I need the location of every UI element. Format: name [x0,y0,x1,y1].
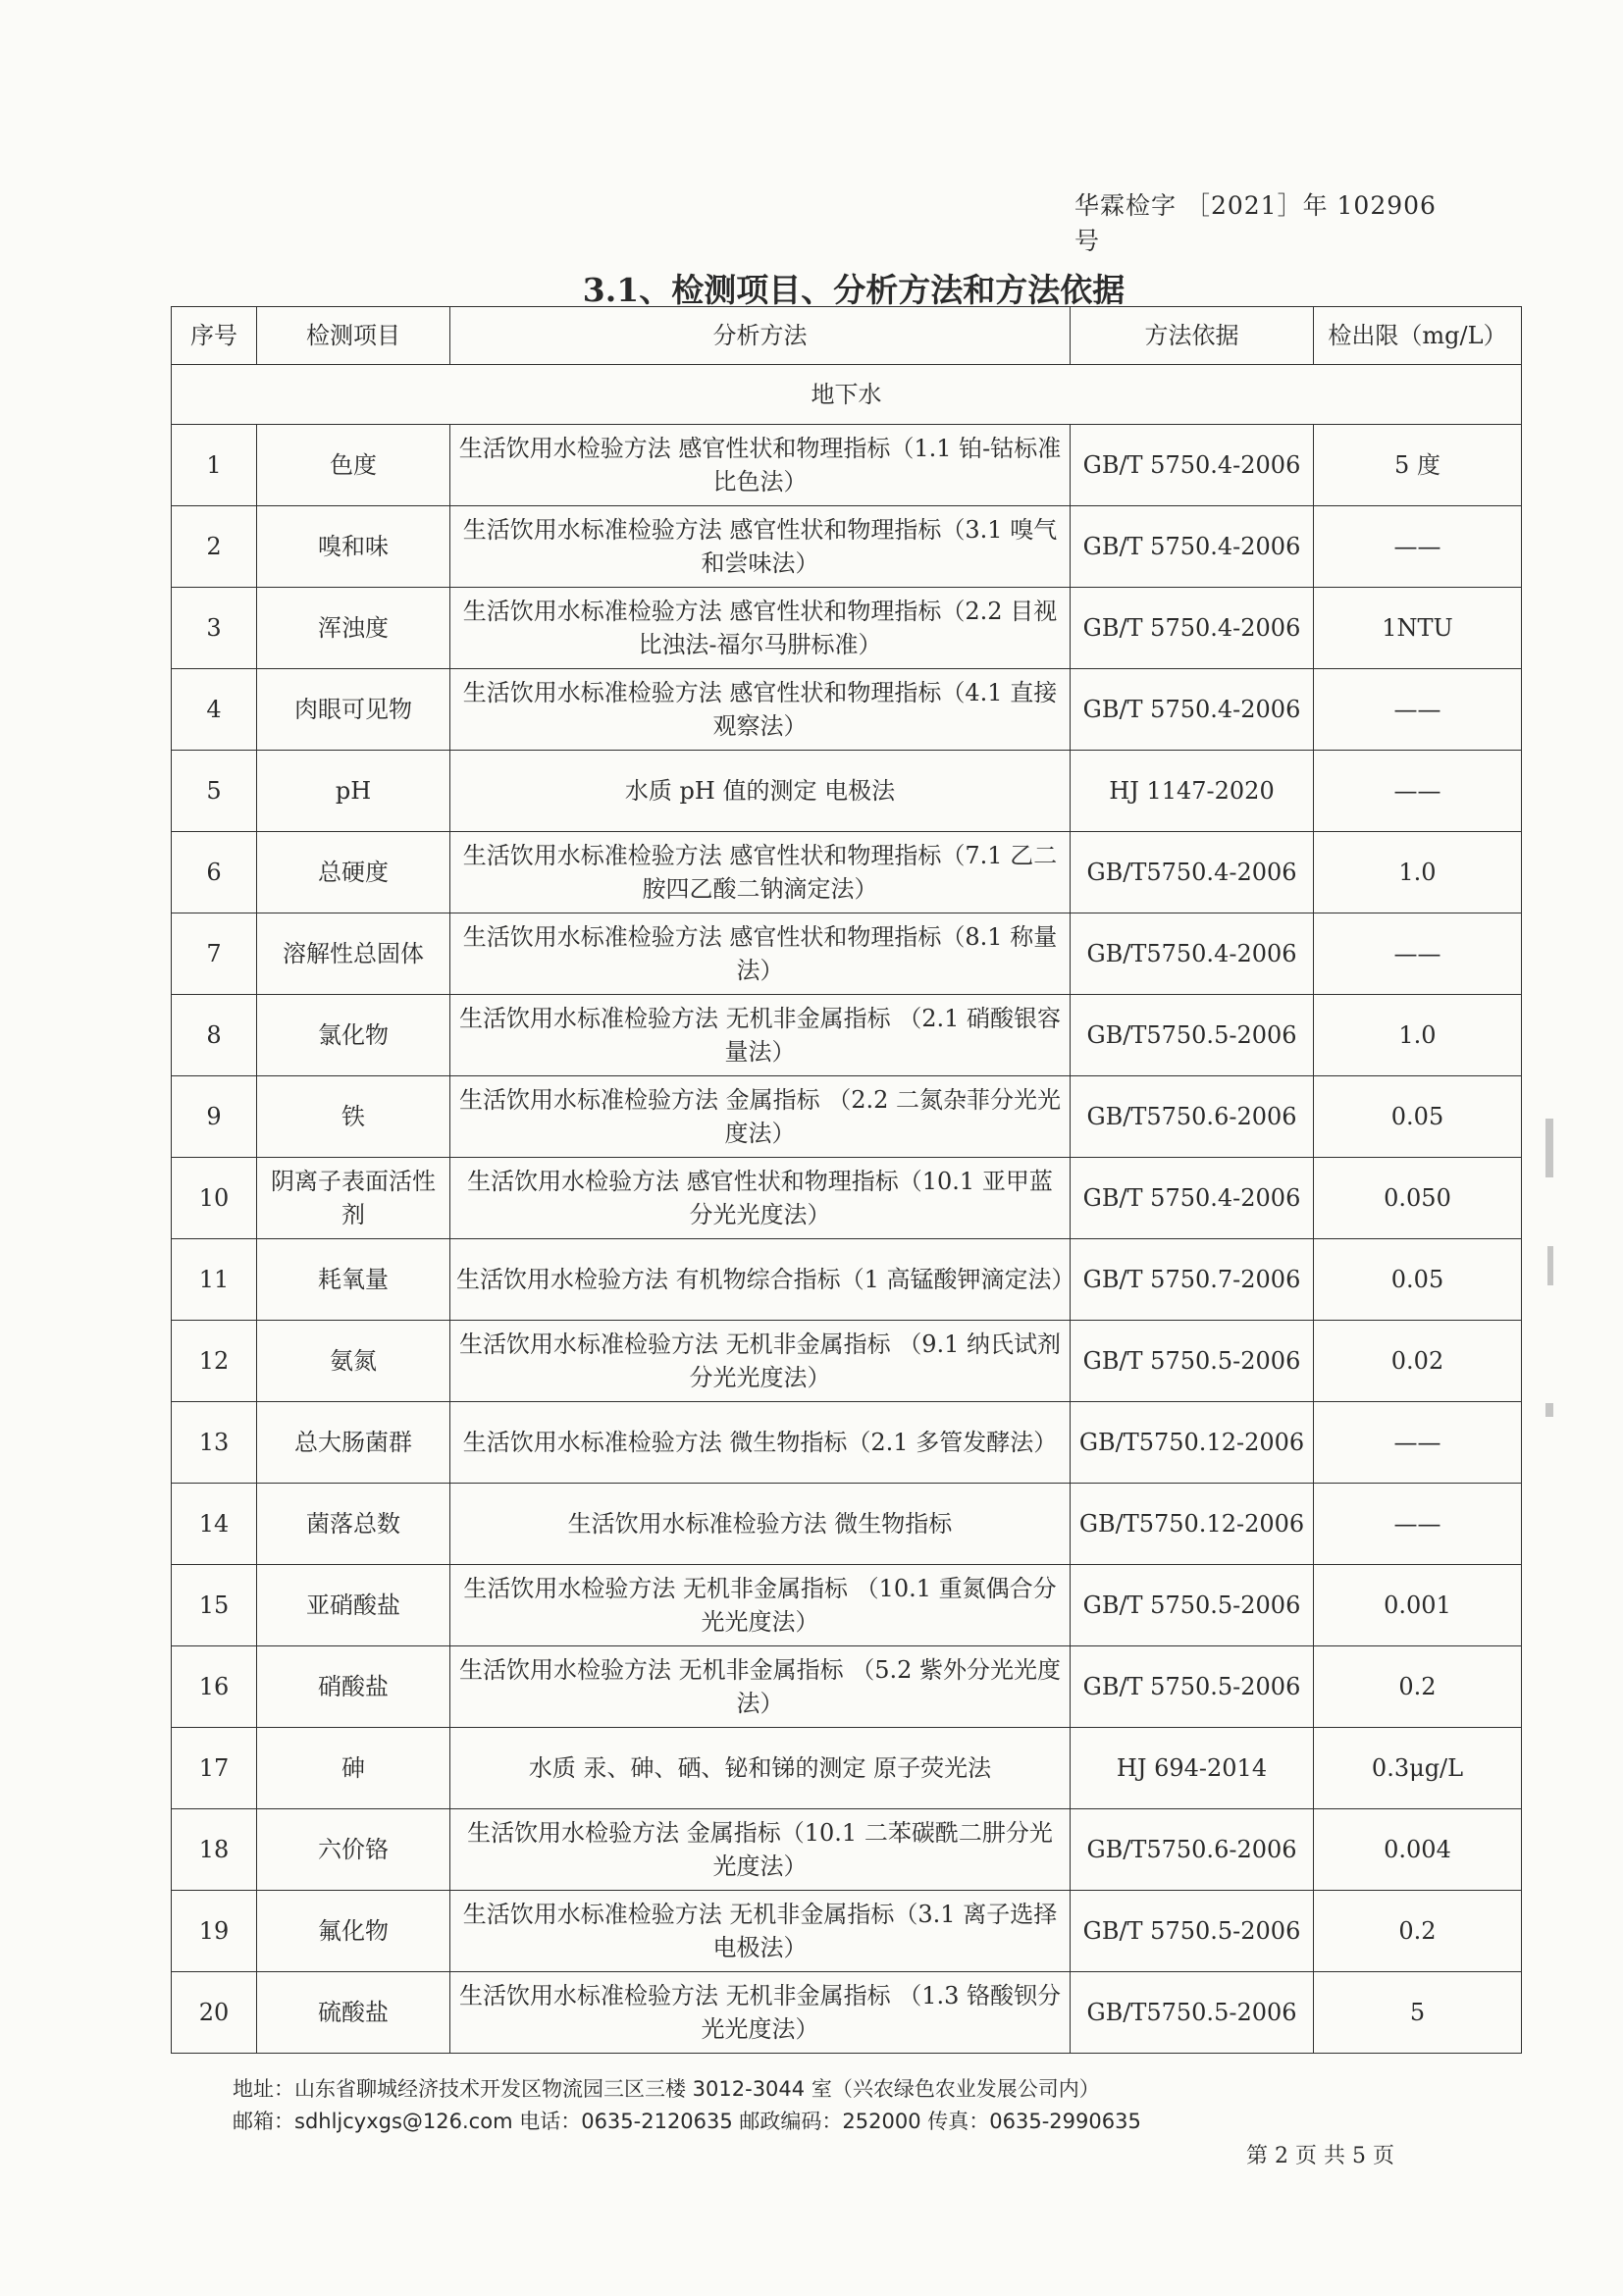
cell-no: 16 [172,1646,257,1728]
cell-limit: 0.02 [1314,1321,1522,1402]
cell-method: 生活饮用水检验方法 金属指标（10.1 二苯碳酰二肼分光光度法） [450,1809,1071,1891]
table-row [172,425,1522,506]
cell-item: 亚硝酸盐 [257,1565,450,1646]
cell-limit: —— [1314,751,1522,832]
cell-no: 6 [172,832,257,913]
table-row [172,506,1522,588]
cell-method: 生活饮用水标准检验方法 感官性状和物理指标（8.1 称量法） [450,913,1071,995]
cell-item: 氟化物 [257,1891,450,1972]
group-label: 地下水 [172,365,1522,425]
cell-basis: GB/T 5750.5-2006 [1071,1565,1314,1646]
cell-method: 生活饮用水标准检验方法 金属指标 （2.2 二氮杂菲分光光度法） [450,1076,1071,1158]
cell-method: 生活饮用水标准检验方法 无机非金属指标 （1.3 铬酸钡分光光度法） [450,1972,1071,2054]
cell-method: 生活饮用水标准检验方法 感官性状和物理指标（3.1 嗅气和尝味法） [450,506,1071,588]
cell-basis: GB/T 5750.4-2006 [1071,1158,1314,1239]
cell-item: 色度 [257,425,450,506]
cell-method: 生活饮用水检验方法 感官性状和物理指标（1.1 铂-钴标准比色法） [450,425,1071,506]
cell-no: 8 [172,995,257,1076]
cell-basis: GB/T 5750.5-2006 [1071,1891,1314,1972]
cell-item: 硫酸盐 [257,1972,450,2054]
cell-item: 总大肠菌群 [257,1402,450,1484]
col-header-basis: 方法依据 [1071,307,1314,365]
cell-method: 水质 汞、砷、硒、铋和锑的测定 原子荧光法 [450,1728,1071,1809]
cell-method: 生活饮用水检验方法 感官性状和物理指标（10.1 亚甲蓝分光光度法） [450,1158,1071,1239]
cell-limit: —— [1314,506,1522,588]
cell-no: 3 [172,588,257,669]
cell-basis: GB/T5750.12-2006 [1071,1484,1314,1565]
footer-contact: 邮箱：sdhljcyxgs@126.com 电话：0635-2120635 邮政编码：252000 传真：0635-2990635 [233,2110,1141,2133]
cell-basis: GB/T5750.5-2006 [1071,995,1314,1076]
table-row [172,669,1522,751]
footer [233,2073,1410,2138]
cell-item: 菌落总数 [257,1484,450,1565]
cell-method: 生活饮用水标准检验方法 无机非金属指标 （9.1 纳氏试剂分光光度法） [450,1321,1071,1402]
cell-no: 17 [172,1728,257,1809]
cell-basis: GB/T 5750.5-2006 [1071,1321,1314,1402]
cell-item: 六价铬 [257,1809,450,1891]
cell-limit: 1.0 [1314,995,1522,1076]
cell-basis: GB/T5750.12-2006 [1071,1402,1314,1484]
cell-basis: GB/T5750.6-2006 [1071,1076,1314,1158]
cell-limit: 0.2 [1314,1646,1522,1728]
table-row [172,832,1522,913]
cell-basis: HJ 694-2014 [1071,1728,1314,1809]
test-items-table [171,306,1522,2054]
table-row [172,913,1522,995]
table-row [172,1891,1522,1972]
cell-limit: —— [1314,669,1522,751]
cell-no: 19 [172,1891,257,1972]
table-row [172,1239,1522,1321]
cell-method: 生活饮用水标准检验方法 感官性状和物理指标（2.2 目视比浊法-福尔马肼标准） [450,588,1071,669]
cell-no: 4 [172,669,257,751]
cell-method: 生活饮用水标准检验方法 微生物指标 [450,1484,1071,1565]
cell-no: 1 [172,425,257,506]
cell-limit: 0.05 [1314,1076,1522,1158]
cell-basis: GB/T5750.5-2006 [1071,1972,1314,2054]
table-row [172,1728,1522,1809]
cell-basis: GB/T 5750.7-2006 [1071,1239,1314,1321]
page-number: 第 2 页 共 5 页 [1246,2144,1394,2168]
cell-item: pH [257,751,450,832]
cell-basis: GB/T 5750.4-2006 [1071,425,1314,506]
cell-no: 2 [172,506,257,588]
section-title: 3.1、检测项目、分析方法和方法依据 [582,271,1126,309]
cell-method: 水质 pH 值的测定 电极法 [450,751,1071,832]
table-row [172,995,1522,1076]
cell-basis: HJ 1147-2020 [1071,751,1314,832]
group-row [172,365,1522,425]
cell-method: 生活饮用水标准检验方法 感官性状和物理指标（4.1 直接观察法） [450,669,1071,751]
cell-limit: 5 度 [1314,425,1522,506]
cell-no: 15 [172,1565,257,1646]
table-row [172,588,1522,669]
scan-mark [1545,1119,1553,1177]
cell-item: 铁 [257,1076,450,1158]
table-row [172,1565,1522,1646]
table-row [172,1076,1522,1158]
cell-item: 硝酸盐 [257,1646,450,1728]
cell-no: 9 [172,1076,257,1158]
col-header-item: 检测项目 [257,307,450,365]
cell-item: 氯化物 [257,995,450,1076]
cell-basis: GB/T 5750.4-2006 [1071,506,1314,588]
cell-limit: —— [1314,1402,1522,1484]
cell-limit: —— [1314,1484,1522,1565]
cell-no: 14 [172,1484,257,1565]
scan-mark [1547,1246,1553,1285]
cell-no: 18 [172,1809,257,1891]
cell-no: 5 [172,751,257,832]
cell-limit: —— [1314,913,1522,995]
cell-item: 耗氧量 [257,1239,450,1321]
table-body [172,365,1522,2054]
cell-item: 浑浊度 [257,588,450,669]
footer-address: 地址：山东省聊城经济技术开发区物流园三区三楼 3012-3044 室（兴农绿色农业发展公司内） [233,2077,1100,2101]
cell-basis: GB/T 5750.4-2006 [1071,588,1314,669]
table-row [172,1402,1522,1484]
col-header-limit: 检出限（mg/L） [1314,307,1522,365]
cell-method: 生活饮用水标准检验方法 无机非金属指标（3.1 离子选择电极法） [450,1891,1071,1972]
cell-method: 生活饮用水标准检验方法 微生物指标（2.1 多管发酵法） [450,1402,1071,1484]
table-row [172,1972,1522,2054]
cell-basis: GB/T5750.4-2006 [1071,913,1314,995]
cell-basis: GB/T 5750.4-2006 [1071,669,1314,751]
cell-limit: 1NTU [1314,588,1522,669]
cell-item: 砷 [257,1728,450,1809]
cell-item: 氨氮 [257,1321,450,1402]
col-header-method: 分析方法 [450,307,1071,365]
cell-no: 12 [172,1321,257,1402]
table-row [172,1484,1522,1565]
cell-method: 生活饮用水检验方法 无机非金属指标 （10.1 重氮偶合分光光度法） [450,1565,1071,1646]
cell-method: 生活饮用水检验方法 无机非金属指标 （5.2 紫外分光光度法） [450,1646,1071,1728]
cell-item: 总硬度 [257,832,450,913]
table-header-row [172,307,1522,365]
col-header-no: 序号 [172,307,257,365]
table-row [172,1646,1522,1728]
cell-limit: 1.0 [1314,832,1522,913]
cell-limit: 0.004 [1314,1809,1522,1891]
cell-method: 生活饮用水标准检验方法 感官性状和物理指标（7.1 乙二胺四乙酸二钠滴定法） [450,832,1071,913]
cell-limit: 0.05 [1314,1239,1522,1321]
cell-item: 阴离子表面活性剂 [257,1158,450,1239]
cell-basis: GB/T5750.4-2006 [1071,832,1314,913]
cell-limit: 0.2 [1314,1891,1522,1972]
table-row [172,1321,1522,1402]
cell-no: 10 [172,1158,257,1239]
cell-no: 11 [172,1239,257,1321]
table-header [172,307,1522,365]
cell-item: 肉眼可见物 [257,669,450,751]
cell-method: 生活饮用水标准检验方法 无机非金属指标 （2.1 硝酸银容量法） [450,995,1071,1076]
cell-limit: 0.3μg/L [1314,1728,1522,1809]
cell-no: 7 [172,913,257,995]
cell-basis: GB/T5750.6-2006 [1071,1809,1314,1891]
cell-basis: GB/T 5750.5-2006 [1071,1646,1314,1728]
cell-method: 生活饮用水检验方法 有机物综合指标（1 高锰酸钾滴定法） [450,1239,1071,1321]
table-row [172,1809,1522,1891]
cell-item: 嗅和味 [257,506,450,588]
table-row [172,1158,1522,1239]
cell-no: 13 [172,1402,257,1484]
report-number: 华霖检字 ［2021］年 102906 号 [1074,191,1437,255]
cell-no: 20 [172,1972,257,2054]
cell-limit: 0.050 [1314,1158,1522,1239]
table-row [172,751,1522,832]
scan-mark [1545,1403,1553,1417]
cell-limit: 5 [1314,1972,1522,2054]
cell-item: 溶解性总固体 [257,913,450,995]
cell-limit: 0.001 [1314,1565,1522,1646]
